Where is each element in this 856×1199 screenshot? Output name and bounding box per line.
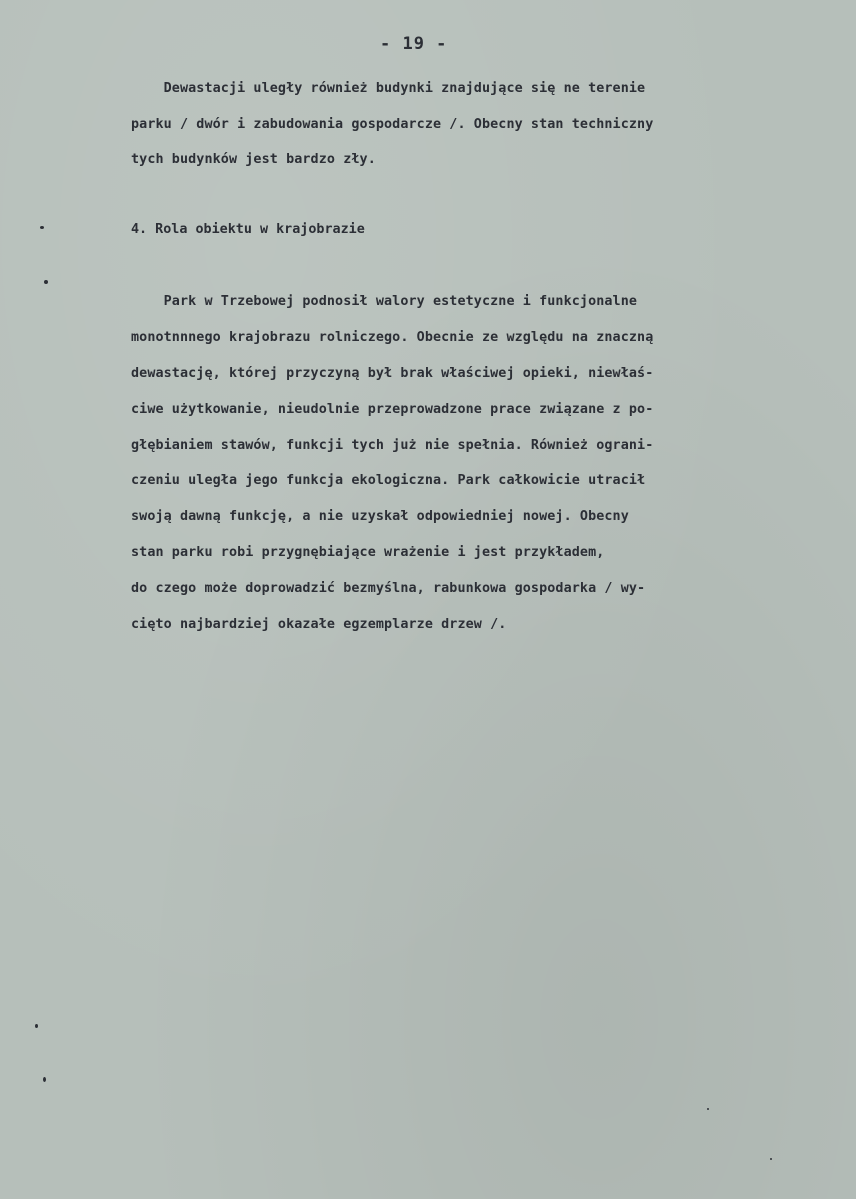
text-line: ciwe użytkowanie, nieudolnie przeprowadzone prace związane z po- bbox=[131, 402, 654, 417]
text-line: czeniu uległa jego funkcja ekologiczna. Park całkowicie utracił bbox=[131, 473, 646, 488]
text-line: monotnnnego krajobrazu rolniczego. Obecnie ze względu na znaczną bbox=[131, 330, 654, 345]
scan-speck bbox=[707, 1108, 709, 1110]
scan-speck bbox=[35, 1024, 38, 1028]
text-line: cięto najbardziej okazałe egzemplarze drzew /. bbox=[131, 617, 507, 632]
section-heading: 4. Rola obiektu w krajobrazie bbox=[131, 222, 365, 237]
text-line: parku / dwór i zabudowania gospodarcze /. Obecny stan techniczny bbox=[131, 117, 654, 132]
text-line: swoją dawną funkcję, a nie uzyskał odpowiedniej nowej. Obecny bbox=[131, 509, 629, 524]
scan-speck bbox=[770, 1158, 772, 1160]
scan-speck bbox=[44, 280, 48, 284]
scan-speck bbox=[40, 226, 44, 229]
text-line: stan parku robi przygnębiające wrażenie i jest przykładem, bbox=[131, 545, 605, 560]
text-line: głębianiem stawów, funkcji tych już nie spełnia. Również ograni- bbox=[131, 438, 654, 453]
text-line: tych budynków jest bardzo zły. bbox=[131, 152, 376, 167]
text-line: dewastację, której przyczyną był brak właściwej opieki, niewłaś- bbox=[131, 366, 654, 381]
text-line: Park w Trzebowej podnosił walory estetyczne i funkcjonalne bbox=[131, 294, 638, 309]
text-line: do czego może doprowadzić bezmyślna, rabunkowa gospodarka / wy- bbox=[131, 581, 646, 596]
page-number: - 19 - bbox=[380, 34, 448, 54]
text-line: Dewastacji uległy również budynki znajdujące się ne terenie bbox=[131, 81, 646, 96]
scan-speck bbox=[43, 1077, 46, 1082]
